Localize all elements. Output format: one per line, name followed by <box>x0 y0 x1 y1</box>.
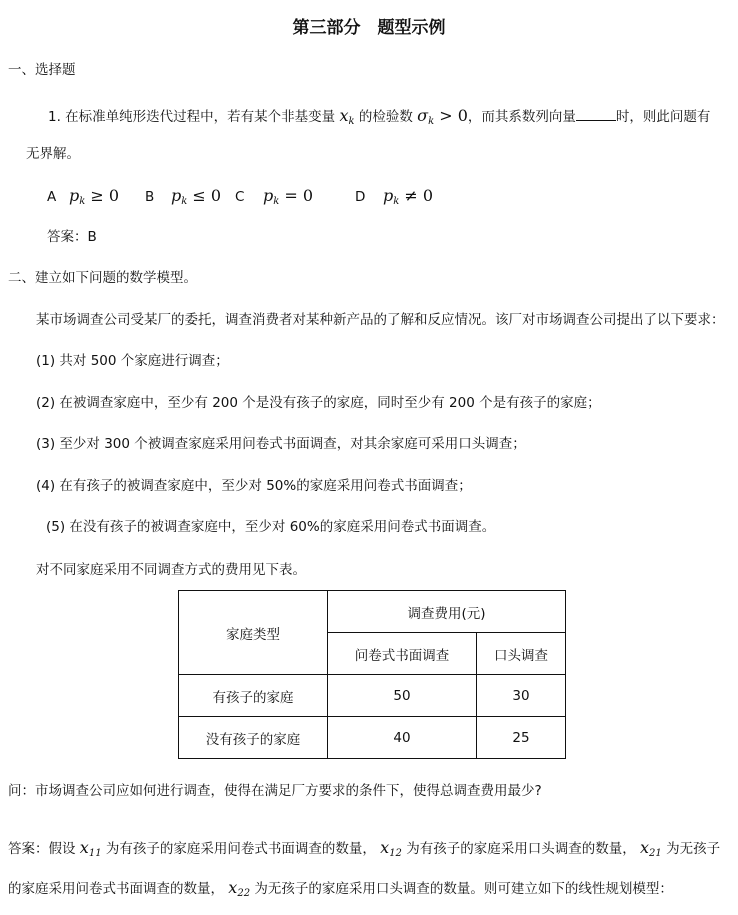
header-survey-cost: 调查费用(元) <box>328 591 566 633</box>
requirement-1: (1) 共对 500 个家庭进行调查； <box>36 353 229 369</box>
option-b-letter: B <box>145 189 155 205</box>
header-written-survey: 问卷式书面调查 <box>328 633 477 675</box>
table-row <box>179 675 566 717</box>
variable-x: x <box>339 106 349 125</box>
requirement-3: (3) 至少对 300 个被调查家庭采用问卷式书面调查，对其余家庭可采用口头调查； <box>36 436 526 452</box>
header-oral-survey: 口头调查 <box>477 633 566 675</box>
option-c-expr <box>263 186 355 212</box>
requirement-2: (2) 在被调查家庭中，至少有 200 个是没有孩子的家庭，同时至少有 200 个是有孩子的家庭； <box>36 395 601 411</box>
variable-x11 <box>80 838 102 857</box>
problem-intro: 某市场调查公司受某厂的委托，调查消费者对某种新产品的了解和反应情况。该厂对市场调查公司提出了以下要求： <box>36 312 725 328</box>
header-family-type: 家庭类型 <box>179 591 328 675</box>
answer-part-4: 为无孩子 <box>666 841 721 857</box>
option-a-var: p <box>69 186 80 205</box>
question-1-mid: 的检验数 <box>358 109 413 125</box>
variable-x12-sub: 12 <box>389 848 402 859</box>
option-c-letter: C <box>235 189 245 205</box>
row-written-cost: 50 <box>328 675 477 717</box>
sigma-symbol: σ <box>417 106 429 125</box>
option-d-letter: D <box>355 189 366 205</box>
requirement-5: (5) 在没有孩子的被调查家庭中，至少对 60%的家庭采用问卷式书面调查。 <box>46 519 496 535</box>
variable-x21-base: x <box>640 838 650 857</box>
variable-x21-sub: 21 <box>649 848 662 859</box>
variable-x-sub: k <box>348 116 355 127</box>
option-a-expr <box>69 186 145 212</box>
section-heading-choice: 一、选择题 <box>8 62 76 78</box>
row-type: 没有孩子的家庭 <box>179 717 328 759</box>
variable-x11-base: x <box>79 838 89 857</box>
row-type: 有孩子的家庭 <box>179 675 328 717</box>
variable-x21 <box>640 838 662 857</box>
option-d-expr <box>383 186 433 212</box>
answer-part-6: 为无孩子的家庭采用口头调查的数量。则可建立如下的线性规划模型： <box>254 881 673 897</box>
option-a-sub: k <box>79 196 86 207</box>
table-header-row-1 <box>179 591 566 633</box>
answer-part-5: 的家庭采用问卷式书面调查的数量， <box>8 881 224 897</box>
question-1-answer: 答案：B <box>47 229 97 245</box>
option-b-sub: k <box>181 196 188 207</box>
section-heading-model: 二、建立如下问题的数学模型。 <box>8 270 197 286</box>
row-oral-cost: 25 <box>477 717 566 759</box>
row-oral-cost: 30 <box>477 675 566 717</box>
answer-blank <box>576 106 616 121</box>
variable-x12 <box>380 838 402 857</box>
sigma-sub: k <box>428 116 435 127</box>
option-c-rel: = 0 <box>284 186 314 205</box>
question-1-suffix: ，而其系数列向量 <box>467 109 576 125</box>
answer-line-1 <box>8 838 720 864</box>
variable-x12-base: x <box>380 838 390 857</box>
requirement-4: (4) 在有孩子的被调查家庭中，至少对 50%的家庭采用问卷式书面调查； <box>36 478 472 494</box>
question-1-line-2: 无界解。 <box>26 146 80 162</box>
options-row <box>47 186 433 212</box>
question-1-after-blank: 时，则此问题有 <box>615 109 711 125</box>
option-b-rel: ≤ 0 <box>192 186 222 205</box>
option-b-expr <box>171 186 235 212</box>
variable-x11-sub: 11 <box>88 848 102 859</box>
option-c-sub: k <box>273 196 280 207</box>
option-a-rel: ≥ 0 <box>90 186 120 205</box>
option-d-sub: k <box>393 196 400 207</box>
table-intro: 对不同家庭采用不同调查方式的费用见下表。 <box>36 562 306 578</box>
answer-part-1: 答案：假设 <box>8 841 76 857</box>
answer-part-3: 为有孩子的家庭采用口头调查的数量， <box>406 841 636 857</box>
table-row <box>179 717 566 759</box>
problem-question: 问：市场调查公司应如何进行调查，使得在满足厂方要求的条件下，使得总调查费用最少? <box>8 783 542 799</box>
sigma-k <box>417 106 468 125</box>
sigma-inequality: > 0 <box>439 106 468 125</box>
question-1-prefix: 1. 在标准单纯形迭代过程中，若有某个非基变量 <box>48 109 336 125</box>
page-title: 第三部分 题型示例 <box>292 18 446 38</box>
option-b-var: p <box>171 186 182 205</box>
option-a-letter: A <box>47 189 57 205</box>
variable-x22-sub: 22 <box>237 888 251 899</box>
cost-table <box>178 590 566 759</box>
question-1-line-1 <box>48 106 710 132</box>
row-written-cost: 40 <box>328 717 477 759</box>
answer-part-2: 为有孩子的家庭采用问卷式书面调查的数量， <box>105 841 376 857</box>
answer-line-2 <box>8 878 673 904</box>
variable-x22-base: x <box>228 878 238 897</box>
variable-x22 <box>228 878 250 897</box>
option-d-var: p <box>383 186 394 205</box>
option-d-rel: ≠ 0 <box>404 186 434 205</box>
option-c-var: p <box>263 186 274 205</box>
variable-xk <box>339 106 354 125</box>
